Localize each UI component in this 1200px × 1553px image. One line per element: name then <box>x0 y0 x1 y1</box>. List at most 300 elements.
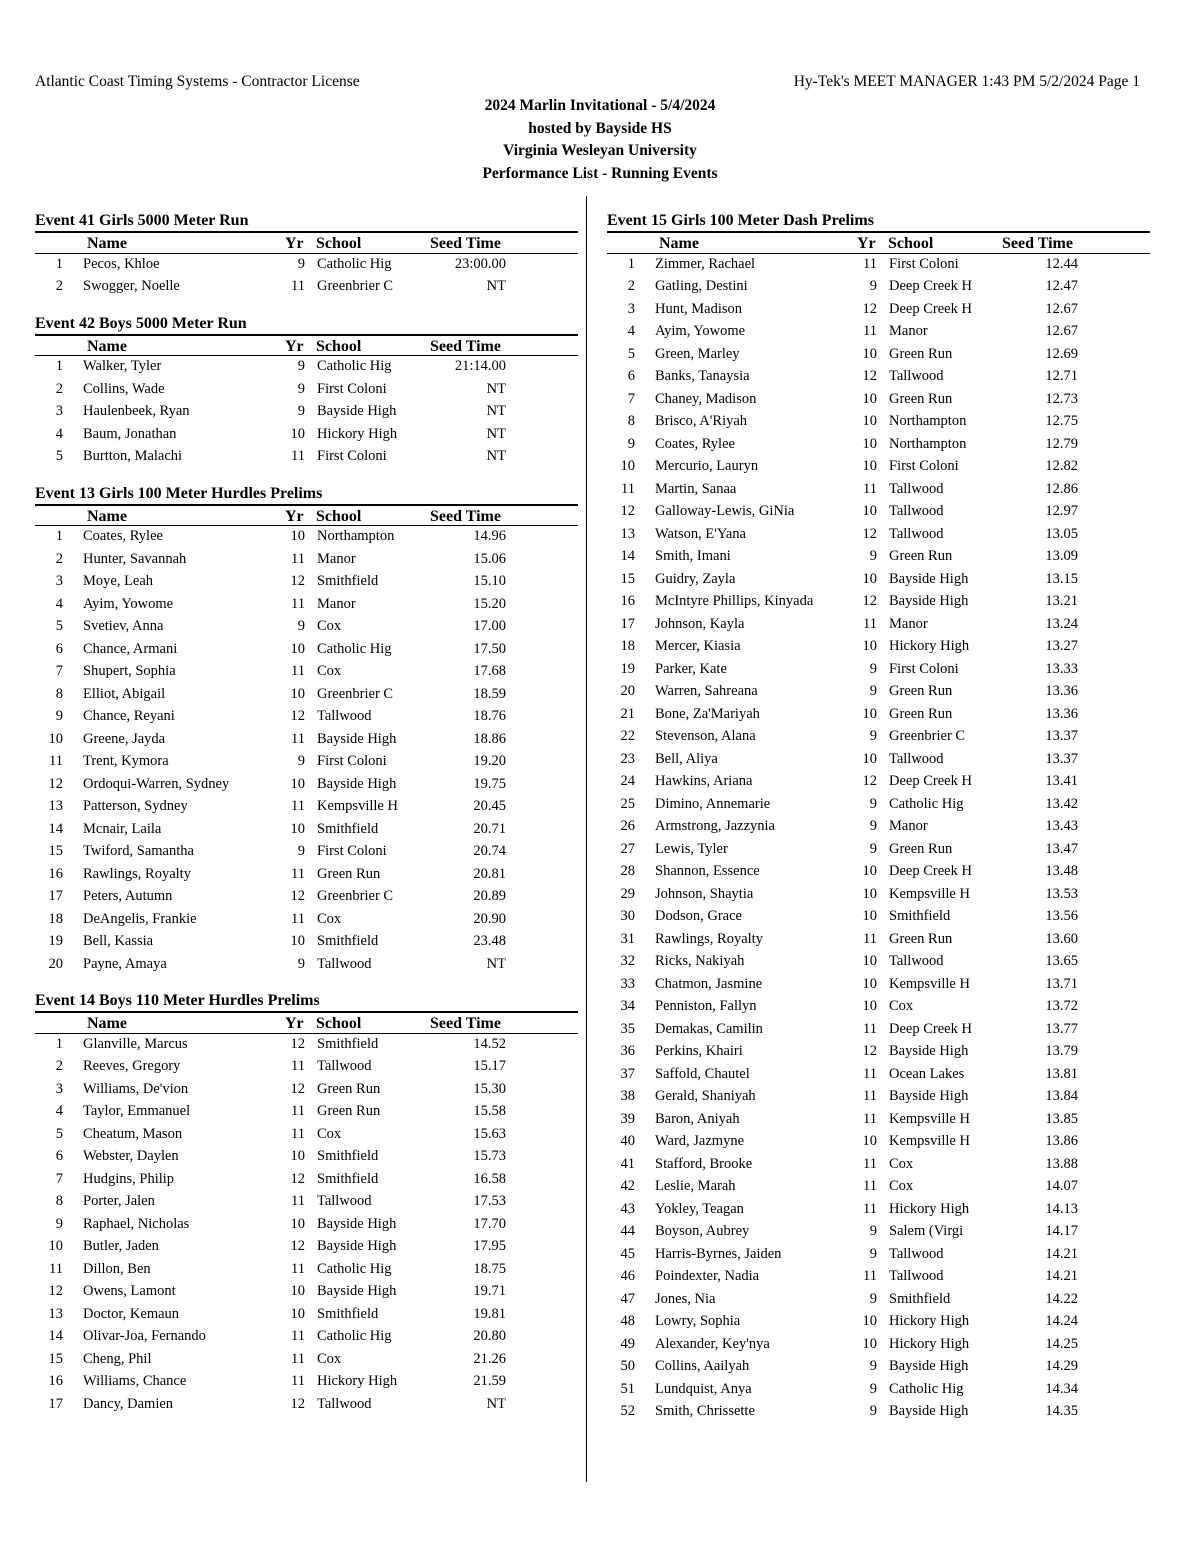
seed-time: 18.76 <box>473 708 506 724</box>
table-row <box>607 1401 1150 1424</box>
seed-time-header: Seed Time <box>1002 235 1073 252</box>
table-row <box>607 636 1150 659</box>
athlete-name: Brisco, A'Riyah <box>655 413 748 429</box>
rank-cell: 2 <box>55 278 63 294</box>
school-name: Green Run <box>317 1103 381 1119</box>
seed-time: 14.96 <box>473 528 506 544</box>
athlete-name: Baum, Jonathan <box>83 425 177 442</box>
athlete-name: Shupert, Sophia <box>83 663 176 679</box>
school-name: Bayside High <box>889 1088 969 1104</box>
seed-time: 15.17 <box>473 1058 506 1074</box>
table-row <box>607 1109 1150 1132</box>
grade-year: 9 <box>297 403 305 419</box>
athlete-name: Smith, Imani <box>655 548 731 564</box>
seed-time: 14.07 <box>1045 1178 1078 1194</box>
athlete-name: DeAngelis, Frankie <box>83 910 197 927</box>
school-name: Smithfield <box>317 573 379 589</box>
school-name: Ocean Lakes <box>889 1065 965 1082</box>
rank-cell: 13 <box>620 525 635 542</box>
seed-time: 13.71 <box>1045 975 1078 992</box>
athlete-name: Williams, Chance <box>83 1373 187 1389</box>
rank-cell: 40 <box>620 1133 635 1149</box>
athlete-name: Moye, Leah <box>83 573 154 589</box>
grade-year: 10 <box>862 975 877 992</box>
rank-cell: 36 <box>620 1043 635 1059</box>
grade-year: 10 <box>290 528 305 544</box>
seed-time: 13.36 <box>1045 683 1078 699</box>
column-divider <box>586 196 587 1482</box>
rank-cell: 35 <box>620 1020 635 1037</box>
table-row <box>607 1041 1150 1064</box>
grade-year: 10 <box>290 775 305 792</box>
rank-cell: 51 <box>620 1380 635 1397</box>
school-name: Green Run <box>889 683 953 699</box>
year-header: Yr <box>285 507 304 525</box>
rank-cell: 3 <box>627 300 635 317</box>
seed-time: 13.48 <box>1045 863 1078 879</box>
school-header: School <box>316 235 362 252</box>
athlete-name: Demakas, Camilin <box>655 1020 763 1037</box>
rank-cell: 19 <box>620 660 635 677</box>
rank-cell: 9 <box>627 435 635 452</box>
school-name: Cox <box>317 910 342 927</box>
table-row <box>35 1304 578 1327</box>
rank-cell: 3 <box>55 403 63 419</box>
seed-time: 12.71 <box>1045 368 1078 384</box>
table-row <box>607 1154 1150 1177</box>
rank-cell: 5 <box>55 618 63 634</box>
rank-cell: 2 <box>55 550 63 567</box>
seed-time: 13.47 <box>1045 840 1078 857</box>
rank-cell: 2 <box>55 1058 63 1074</box>
rank-cell: 10 <box>48 1238 63 1254</box>
school-name: Greenbrier C <box>889 728 966 744</box>
table-row <box>607 974 1150 997</box>
table-row <box>35 1191 578 1214</box>
table-row <box>607 366 1150 389</box>
rank-cell: 1 <box>55 358 63 374</box>
seed-time: 12.44 <box>1045 255 1078 272</box>
athlete-name: Rawlings, Royalty <box>83 865 191 882</box>
meet-venue: Virginia Wesleyan University <box>503 142 697 159</box>
athlete-name: Armstrong, Jazzynia <box>655 818 775 834</box>
grade-year: 10 <box>862 435 877 452</box>
school-name: Tallwood <box>317 1193 372 1209</box>
school-name: Cox <box>317 663 342 679</box>
school-name: Cox <box>317 1125 342 1142</box>
athlete-name: Coates, Rylee <box>83 528 163 544</box>
school-name: Greenbrier C <box>317 685 394 702</box>
athlete-name: Johnson, Kayla <box>655 615 745 632</box>
table-row <box>35 1101 578 1124</box>
rank-cell: 7 <box>55 1170 63 1187</box>
seed-time: 19.71 <box>473 1283 506 1299</box>
athlete-name: Watson, E'Yana <box>655 525 746 542</box>
meet-host: hosted by Bayside HS <box>528 119 672 137</box>
athlete-name: Ordoqui-Warren, Sydney <box>83 775 230 792</box>
event-title: Event 13 Girls 100 Meter Hurdles Prelims <box>35 484 323 502</box>
grade-year: 11 <box>291 1103 305 1119</box>
rank-cell: 42 <box>620 1178 635 1194</box>
seed-time: 15.10 <box>473 573 506 589</box>
athlete-name: Ward, Jazmyne <box>655 1133 745 1149</box>
athlete-name: Chance, Armani <box>83 640 178 657</box>
seed-time: NT <box>486 403 506 419</box>
rank-cell: 19 <box>48 933 63 949</box>
table-row <box>607 456 1150 479</box>
athlete-name: Stevenson, Alana <box>655 728 756 744</box>
rank-cell: 4 <box>627 323 635 339</box>
athlete-name: Trent, Kymora <box>83 753 169 769</box>
athlete-name: Cheng, Phil <box>83 1350 152 1367</box>
rank-cell: 15 <box>620 570 635 587</box>
grade-year: 11 <box>863 255 877 272</box>
table-row <box>607 524 1150 547</box>
rank-cell: 45 <box>620 1245 635 1262</box>
table-row <box>607 389 1150 412</box>
rank-cell: 52 <box>620 1403 635 1419</box>
event-block <box>35 479 578 977</box>
grade-year: 10 <box>862 953 877 969</box>
grade-year: 9 <box>297 955 305 972</box>
table-row <box>35 379 578 402</box>
athlete-name: Greene, Jayda <box>83 730 166 747</box>
seed-time: 12.47 <box>1045 278 1078 294</box>
name-header: Name <box>659 235 699 252</box>
table-row <box>607 1266 1150 1289</box>
rank-cell: 47 <box>620 1290 635 1307</box>
rank-cell: 3 <box>55 573 63 589</box>
athlete-name: Harris-Byrnes, Jaiden <box>655 1245 782 1262</box>
grade-year: 11 <box>863 1268 877 1284</box>
event-title: Event 15 Girls 100 Meter Dash Prelims <box>607 212 874 229</box>
event-title: Event 14 Boys 110 Meter Hurdles Prelims <box>35 992 320 1009</box>
table-row <box>607 1221 1150 1244</box>
rank-cell: 44 <box>620 1223 635 1239</box>
table-row <box>607 659 1150 682</box>
rank-cell: 25 <box>620 795 635 812</box>
grade-year: 12 <box>290 1238 305 1254</box>
table-row <box>35 594 578 617</box>
seed-time: 12.82 <box>1045 458 1078 474</box>
athlete-name: Olivar-Joa, Fernando <box>83 1328 206 1344</box>
table-header <box>35 1011 578 1034</box>
school-name: Tallwood <box>889 503 944 519</box>
athlete-name: Hawkins, Ariana <box>655 773 753 789</box>
seed-time: 13.53 <box>1045 885 1078 902</box>
seed-time: 14.25 <box>1045 1335 1078 1352</box>
school-name: Bayside High <box>889 1358 969 1374</box>
table-header <box>607 231 1150 254</box>
table-row <box>35 841 578 864</box>
school-name: Catholic Hig <box>317 640 392 657</box>
rank-cell: 13 <box>48 1305 63 1322</box>
athlete-name: Ayim, Yowome <box>655 323 746 339</box>
seed-time: 15.73 <box>473 1148 506 1164</box>
rank-cell: 18 <box>48 910 63 927</box>
table-row <box>35 446 578 469</box>
rank-cell: 49 <box>620 1335 635 1352</box>
seed-time: 13.05 <box>1045 525 1078 542</box>
grade-year: 11 <box>291 278 305 294</box>
name-header: Name <box>87 507 127 525</box>
table-row <box>607 1356 1150 1379</box>
athlete-name: Poindexter, Nadia <box>655 1268 760 1284</box>
rank-cell: 46 <box>620 1268 635 1284</box>
table-row <box>607 884 1150 907</box>
seed-time: 14.21 <box>1045 1245 1078 1262</box>
seed-time-header: Seed Time <box>430 507 501 525</box>
school-name: Catholic Hig <box>317 255 392 272</box>
athlete-name: Martin, Sanaa <box>655 480 737 497</box>
rank-cell: 20 <box>620 683 635 699</box>
school-name: Cox <box>317 618 342 634</box>
rank-cell: 16 <box>48 1373 63 1389</box>
grade-year: 9 <box>869 1358 877 1374</box>
seed-time: 17.50 <box>473 640 506 657</box>
athlete-name: Hunter, Savannah <box>83 550 187 567</box>
rank-cell: 1 <box>627 255 635 272</box>
athlete-name: Dodson, Grace <box>655 908 742 924</box>
athlete-name: Parker, Kate <box>655 660 727 677</box>
seed-time: 18.75 <box>473 1260 506 1277</box>
grade-year: 9 <box>297 843 305 859</box>
athlete-name: Mercurio, Lauryn <box>655 458 759 474</box>
school-name: Tallwood <box>889 480 944 497</box>
athlete-name: Chaney, Madison <box>655 390 757 407</box>
school-name: Catholic Hig <box>317 1260 392 1277</box>
table-row <box>607 1064 1150 1087</box>
rank-cell: 4 <box>55 1103 63 1119</box>
athlete-name: Zimmer, Rachael <box>655 255 756 272</box>
seed-time: 14.17 <box>1045 1223 1078 1239</box>
grade-year: 10 <box>290 640 305 657</box>
athlete-name: Chatmon, Jasmine <box>655 975 763 992</box>
seed-time: 13.09 <box>1045 548 1078 564</box>
school-name: Smithfield <box>889 908 951 924</box>
grade-year: 9 <box>869 660 877 677</box>
grade-year: 9 <box>869 728 877 744</box>
grade-year: 11 <box>863 1178 877 1194</box>
grade-year: 10 <box>862 885 877 902</box>
seed-time: 13.72 <box>1045 998 1078 1014</box>
athlete-name: Patterson, Sydney <box>83 798 188 814</box>
grade-year: 12 <box>862 1043 877 1059</box>
event-title: Event 41 Girls 5000 Meter Run <box>35 212 249 229</box>
table-row <box>607 996 1150 1019</box>
grade-year: 11 <box>291 595 305 612</box>
athlete-name: Rawlings, Royalty <box>655 930 763 947</box>
grade-year: 11 <box>291 910 305 927</box>
table-row <box>607 929 1150 952</box>
table-row <box>35 276 578 299</box>
school-name: Bayside High <box>317 1283 397 1299</box>
rank-cell: 2 <box>55 380 63 397</box>
grade-year: 11 <box>291 798 305 814</box>
table-row <box>35 1394 578 1417</box>
school-name: Salem (Virgi <box>889 1223 964 1239</box>
name-header: Name <box>87 1015 127 1032</box>
table-row <box>35 729 578 752</box>
athlete-name: Lowry, Sophia <box>655 1313 741 1329</box>
athlete-name: Taylor, Emmanuel <box>83 1103 191 1119</box>
rank-cell: 21 <box>620 705 635 722</box>
seed-time: 13.24 <box>1045 615 1078 632</box>
grade-year: 9 <box>869 278 877 294</box>
table-row <box>607 704 1150 727</box>
grade-year: 10 <box>862 390 877 407</box>
athlete-name: Baron, Aniyah <box>655 1110 740 1127</box>
grade-year: 10 <box>290 685 305 702</box>
table-row <box>607 771 1150 794</box>
seed-time-header: Seed Time <box>430 337 501 355</box>
table-row <box>607 1334 1150 1357</box>
grade-year: 10 <box>862 570 877 587</box>
athlete-name: Collins, Wade <box>83 380 165 397</box>
grade-year: 11 <box>291 1193 305 1209</box>
rank-cell: 13 <box>48 798 63 814</box>
rank-cell: 10 <box>620 458 635 474</box>
school-name: Bayside High <box>317 730 397 747</box>
rank-cell: 6 <box>627 368 635 384</box>
seed-time: 21:14.00 <box>454 358 506 374</box>
athlete-name: Boyson, Aubrey <box>655 1223 750 1239</box>
rank-cell: 30 <box>620 908 635 924</box>
year-header: Yr <box>285 1015 304 1032</box>
grade-year: 12 <box>290 1035 305 1052</box>
grade-year: 12 <box>290 888 305 904</box>
table-row <box>35 254 578 277</box>
table-row <box>35 1326 578 1349</box>
grade-year: 9 <box>869 1403 877 1419</box>
rank-cell: 11 <box>49 753 63 769</box>
event-block <box>35 206 578 299</box>
athlete-name: Stafford, Brooke <box>655 1155 753 1172</box>
rank-cell: 29 <box>620 885 635 902</box>
rank-cell: 32 <box>620 953 635 969</box>
seed-time: 15.58 <box>473 1103 506 1119</box>
school-name: First Coloni <box>889 458 959 474</box>
seed-time: 17.53 <box>473 1193 506 1209</box>
school-name: Green Run <box>317 865 381 882</box>
seed-time: 13.77 <box>1045 1020 1078 1037</box>
grade-year: 12 <box>290 1080 305 1097</box>
rank-cell: 16 <box>48 865 63 882</box>
seed-time-header: Seed Time <box>430 235 501 252</box>
table-row <box>607 479 1150 502</box>
athlete-name: Lundquist, Anya <box>655 1380 752 1397</box>
school-name: Green Run <box>889 930 953 947</box>
grade-year: 9 <box>869 818 877 834</box>
seed-time: 17.68 <box>473 663 506 679</box>
rank-cell: 16 <box>620 593 635 609</box>
table-row <box>35 661 578 684</box>
year-header: Yr <box>285 337 304 355</box>
school-name: Bayside High <box>317 403 397 419</box>
school-name: Smithfield <box>889 1290 951 1307</box>
table-row <box>35 864 578 887</box>
seed-time: 13.56 <box>1045 908 1078 924</box>
rank-cell: 12 <box>620 503 635 519</box>
seed-time: 20.89 <box>473 888 506 904</box>
athlete-name: Swogger, Noelle <box>83 278 180 294</box>
school-name: Bayside High <box>889 593 969 609</box>
rank-cell: 9 <box>55 708 63 724</box>
school-name: Hickory High <box>317 1373 398 1389</box>
seed-time-header: Seed Time <box>430 1015 501 1032</box>
school-name: Catholic Hig <box>889 1380 964 1397</box>
athlete-name: Haulenbeek, Ryan <box>83 403 190 419</box>
grade-year: 11 <box>291 1260 305 1277</box>
grade-year: 9 <box>869 548 877 564</box>
school-name: Tallwood <box>889 368 944 384</box>
athlete-name: Dillon, Ben <box>83 1260 151 1277</box>
school-name: Greenbrier C <box>317 888 394 904</box>
school-name: Hickory High <box>889 638 970 654</box>
school-name: Tallwood <box>889 953 944 969</box>
table-row <box>35 796 578 819</box>
school-name: Green Run <box>889 548 953 564</box>
table-row <box>607 1176 1150 1199</box>
school-name: Tallwood <box>317 1058 372 1074</box>
school-name: Green Run <box>889 705 953 722</box>
school-name: Hickory High <box>317 425 398 442</box>
grade-year: 12 <box>290 708 305 724</box>
rank-cell: 11 <box>49 1260 63 1277</box>
rank-cell: 27 <box>620 840 635 857</box>
grade-year: 12 <box>862 773 877 789</box>
school-name: Manor <box>317 595 356 612</box>
rank-cell: 38 <box>620 1088 635 1104</box>
grade-year: 11 <box>863 930 877 947</box>
grade-year: 11 <box>863 615 877 632</box>
grade-year: 10 <box>862 345 877 362</box>
seed-time: 14.22 <box>1045 1290 1078 1307</box>
school-name: Hickory High <box>889 1200 970 1217</box>
school-name: Smithfield <box>317 1170 379 1187</box>
grade-year: 10 <box>290 425 305 442</box>
grade-year: 11 <box>863 1110 877 1127</box>
athlete-name: Cheatum, Mason <box>83 1125 183 1142</box>
right-column <box>607 206 1150 1434</box>
athlete-name: Gerald, Shaniyah <box>655 1088 756 1104</box>
grade-year: 12 <box>862 593 877 609</box>
athlete-name: Elliot, Abigail <box>83 685 166 702</box>
athlete-name: Walker, Tyler <box>83 358 162 374</box>
rank-cell: 12 <box>48 775 63 792</box>
seed-time: 13.42 <box>1045 795 1078 812</box>
table-row <box>35 1079 578 1102</box>
seed-time: 14.13 <box>1045 1200 1078 1217</box>
list-title: Performance List - Running Events <box>482 164 718 182</box>
grade-year: 9 <box>869 1290 877 1307</box>
grade-year: 9 <box>869 795 877 812</box>
table-row <box>607 839 1150 862</box>
grade-year: 12 <box>290 1395 305 1412</box>
rank-cell: 17 <box>48 888 63 904</box>
table-row <box>35 401 578 424</box>
rank-cell: 9 <box>55 1215 63 1232</box>
athlete-name: Porter, Jalen <box>83 1193 155 1209</box>
school-name: Green Run <box>889 390 953 407</box>
seed-time: 14.21 <box>1045 1268 1078 1284</box>
seed-time: 17.00 <box>473 618 506 634</box>
seed-time: 13.65 <box>1045 953 1078 969</box>
rank-cell: 31 <box>620 930 635 947</box>
seed-time: 17.95 <box>473 1238 506 1254</box>
seed-time: 13.33 <box>1045 660 1078 677</box>
seed-time: 14.52 <box>473 1035 506 1052</box>
